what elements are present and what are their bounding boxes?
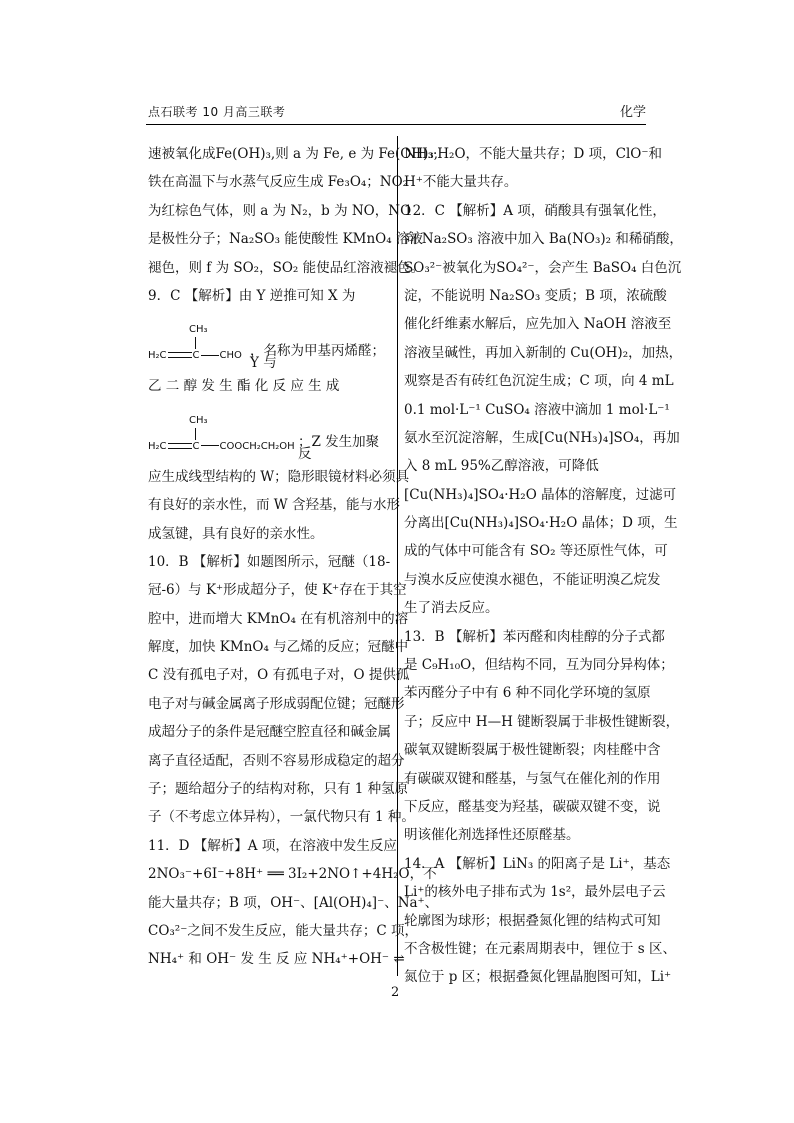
text-line: [Cu(NH₃)₄]SO₄·H₂O 晶体的溶解度，过滤可 bbox=[404, 486, 677, 503]
text-line: 成的气体中可能含有 SO₂ 等还原性气体，可 bbox=[404, 543, 668, 560]
text-line: 下反应，醛基变为羟基，碳碳双键不变，说 bbox=[404, 798, 661, 815]
text-line: Li⁺的核外电子排布式为 1s²，最外层电子云 bbox=[404, 884, 666, 901]
text-line: NH₃·H₂O，不能大量共存；D 项，ClO⁻和 bbox=[404, 146, 662, 162]
text-line: 有碳碳双键和醛基，与氢气在催化剂的作用 bbox=[404, 770, 661, 787]
structure-ester bbox=[148, 401, 388, 463]
double-bond bbox=[168, 352, 192, 358]
vertical-bond bbox=[195, 428, 196, 440]
text-line: 分离出[Cu(NH₃)₄]SO₄·H₂O 晶体；D 项，生 bbox=[404, 515, 678, 532]
left-lines-c bbox=[148, 463, 439, 974]
text-line: 轮廓图为球形；根据叠氮化锂的结构式可知 bbox=[404, 912, 661, 929]
text-line: 为红棕色气体，则 a 为 N₂，b 为 NO，NO bbox=[148, 202, 412, 219]
text-line: SO₃²⁻被氧化为SO₄²⁻，会产生 BaSO₄ 白色沉 bbox=[404, 259, 682, 276]
header-exam-title: 点石联考 10 月高三联考 bbox=[148, 105, 286, 119]
left-lines-a bbox=[148, 140, 439, 310]
text-line: 离子直径适配，否则不容易形成稳定的超分 bbox=[148, 752, 405, 769]
text-line: 12．C 【解析】A 项，硝酸具有强氧化性， bbox=[404, 202, 666, 219]
text-line: H⁺不能大量共存。 bbox=[404, 174, 518, 191]
text-line: 碳氧双键断裂属于极性键断裂；肉桂醛中含 bbox=[404, 742, 661, 759]
text-line: 是极性分子；Na₂SO₃ 能使酸性 KMnO₄ 溶液 bbox=[148, 231, 423, 248]
text-line: 淀，不能说明 Na₂SO₃ 变质；B 项，浓硫酸 bbox=[404, 287, 667, 304]
text-line: 氨水至沉淀溶解，生成[Cu(NH₃)₄]SO₄，再加 bbox=[404, 429, 680, 446]
text-line: 能大量共存；B 项，OH⁻、[Al(OH)₄]⁻、Na⁺、 bbox=[148, 894, 439, 911]
methyl-label: CH₃ bbox=[189, 324, 208, 336]
text-line: 是 C₉H₁₀O，但结构不同，互为同分异构体； bbox=[404, 657, 674, 674]
text-line: 乙 二 醇 发 生 酯 化 反 应 生 成 bbox=[148, 378, 340, 395]
text-line: 向 Na₂SO₃ 溶液中加入 Ba(NO₃)₂ 和稀硝酸， bbox=[404, 231, 683, 248]
text-line: 电子对与碱金属离子形成弱配位键；冠醚形 bbox=[148, 695, 405, 712]
text-line: 生了消去反应。 bbox=[404, 600, 499, 617]
methyl-label: CH₃ bbox=[189, 414, 208, 426]
text-line: 子（不考虑立体异构），一氯代物只有 1 种。 bbox=[148, 809, 415, 826]
text-line: 氮位于 p 区；根据叠氮化锂晶胞图可知，Li⁺ bbox=[404, 969, 672, 986]
chain-tail: COOCH₂CH₂OH bbox=[219, 440, 295, 452]
text-line: 明该催化剂选择性还原醛基。 bbox=[404, 827, 580, 844]
left-lines-b bbox=[148, 372, 388, 400]
text-line: CO₃²⁻之间不发生反应，能大量共存；C 项， bbox=[148, 922, 418, 939]
text-line: 溶液呈碱性，再加入新制的 Cu(OH)₂，加热， bbox=[404, 344, 683, 361]
chain-left: H₂C bbox=[148, 440, 167, 452]
text-line: 成氢键，具有良好的亲水性。 bbox=[148, 525, 324, 542]
text-line: 9．C 【解析】由 Y 逆推可知 X 为 bbox=[148, 287, 356, 304]
text-line: 与溴水反应使溴水褪色，不能证明溴乙烷发 bbox=[404, 571, 661, 588]
structure-after-text: ，名称为甲基丙烯醛；Y 与 bbox=[250, 343, 385, 372]
text-line: 褪色，则 f 为 SO₂，SO₂ 能使品红溶液褪色。 bbox=[148, 259, 425, 276]
text-line: 苯丙醛分子中有 6 种不同化学环境的氢原 bbox=[404, 685, 651, 702]
text-line: 观察是否有砖红色沉淀生成；C 项，向 4 mL bbox=[404, 373, 674, 390]
text-line: 14．A 【解析】LiN₃ 的阳离子是 Li⁺，基态 bbox=[404, 855, 671, 872]
structure-chain bbox=[148, 350, 242, 362]
chain-center: C bbox=[192, 440, 200, 452]
single-bond bbox=[201, 355, 219, 356]
text-line: 催化纤维素水解后，应先加入 NaOH 溶液至 bbox=[404, 316, 672, 333]
text-line: 子；反应中 H—H 键断裂属于非极性键断裂， bbox=[404, 713, 680, 730]
chain-center: C bbox=[192, 350, 200, 362]
left-column bbox=[148, 140, 439, 974]
text-line: 成超分子的条件是冠醚空腔直径和碱金属 bbox=[148, 724, 391, 741]
header-subject: 化学 bbox=[620, 105, 647, 120]
right-column bbox=[404, 140, 683, 992]
structure-chain bbox=[148, 441, 295, 453]
text-line: 子；题给超分子的结构对称，只有 1 种氢原 bbox=[148, 781, 409, 798]
text-line: 腔中，进而增大 KMnO₄ 在有机溶剂中的溶 bbox=[148, 610, 409, 627]
text-line: 速被氧化成Fe(OH)₃,则 a 为 Fe, e 为 Fe(OH)₃, bbox=[148, 146, 439, 162]
text-line: 11．D 【解析】A 项，在溶液中发生反应 bbox=[148, 837, 397, 854]
text-line: 0.1 mol·L⁻¹ CuSO₄ 溶液中滴加 1 mol·L⁻¹ bbox=[404, 401, 670, 418]
text-line: C 没有孤电子对，O 有孤电子对，O 提供孤 bbox=[148, 667, 410, 684]
structure-after-text: ；Z 发生加聚反 bbox=[298, 433, 380, 462]
text-line: 不含极性键；在元素周期表中，锂位于 s 区、 bbox=[404, 940, 677, 957]
header-rule bbox=[146, 124, 646, 125]
text-line: 铁在高温下与水蒸气反应生成 Fe₃O₄；NO₂ bbox=[148, 174, 409, 191]
single-bond bbox=[201, 445, 219, 446]
text-line: 入 8 mL 95%乙醇溶液，可降低 bbox=[404, 458, 599, 475]
text-line: 10．B 【解析】如题图所示，冠醚（18- bbox=[148, 553, 391, 570]
text-line: 13．B 【解析】苯丙醛和肉桂醇的分子式都 bbox=[404, 628, 665, 645]
text-line: 有良好的亲水性，而 W 含羟基，能与水形 bbox=[148, 497, 400, 514]
text-line: NH₄⁺ 和 OH⁻ 发 生 反 应 NH₄⁺+OH⁻ ⇌ bbox=[148, 951, 405, 968]
double-bond bbox=[168, 443, 192, 449]
structure-methacrolein bbox=[148, 310, 388, 372]
text-line: 2NO₃⁻+6I⁻+8H⁺ ══ 3I₂+2NO↑+4H₂O，不 bbox=[148, 866, 437, 883]
vertical-bond bbox=[195, 337, 196, 349]
page-number: 2 bbox=[391, 985, 400, 1000]
chain-left: H₂C bbox=[148, 350, 167, 362]
chain-tail: CHO bbox=[219, 350, 242, 362]
text-line: 冠-6）与 K⁺形成超分子，使 K⁺存在于其空 bbox=[148, 582, 407, 599]
text-line: 解度，加快 KMnO₄ 与乙烯的反应；冠醚中 bbox=[148, 639, 409, 656]
text-line: 应生成线型结构的 W；隐形眼镜材料必须具 bbox=[148, 468, 410, 485]
